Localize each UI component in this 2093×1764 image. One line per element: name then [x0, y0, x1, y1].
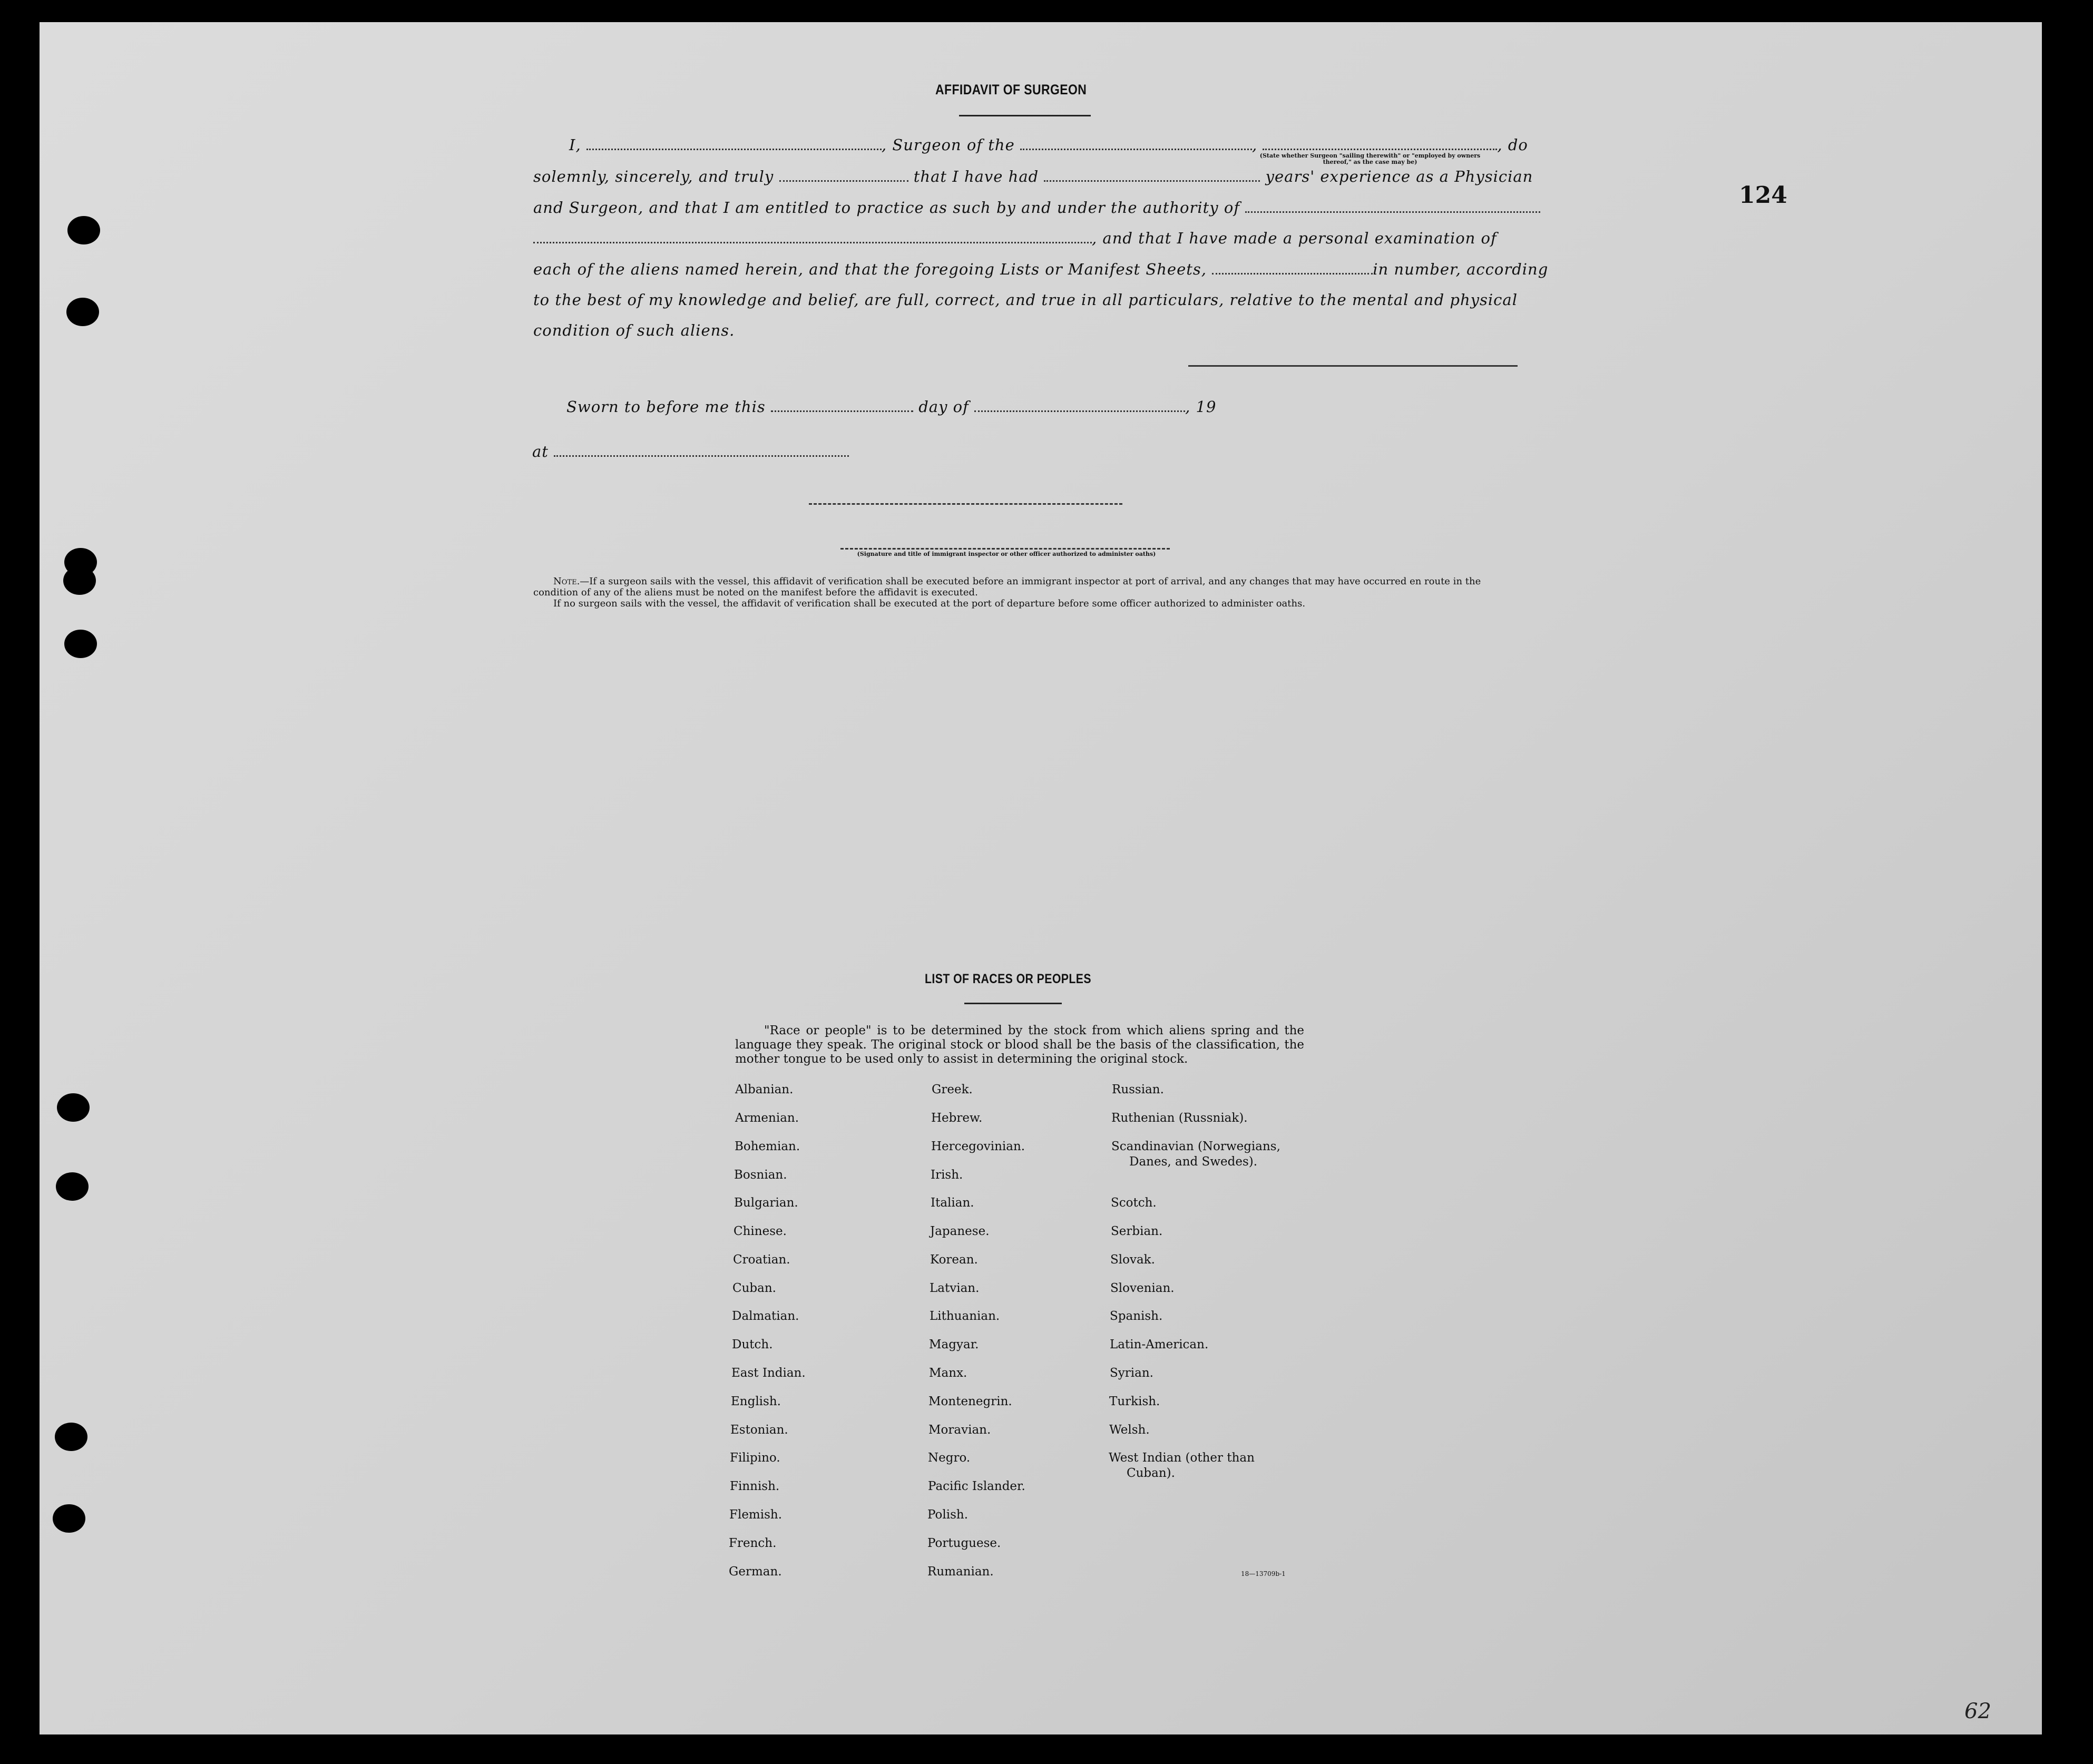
place-signature-line [809, 503, 1122, 505]
race-item: Polish. [927, 1508, 969, 1522]
affidavit-line-1: I, , Surgeon of the , , do [569, 136, 1528, 154]
race-item: Finnish. [730, 1479, 780, 1493]
title-rule [964, 1003, 1062, 1004]
race-item: Bohemian. [735, 1140, 800, 1153]
race-item: Syrian. [1110, 1366, 1153, 1380]
race-item: Moravian. [928, 1423, 991, 1437]
race-item: Bulgarian. [734, 1196, 798, 1210]
surgeon-signature-line [1188, 365, 1518, 367]
race-item: Bosnian. [734, 1168, 787, 1182]
race-item: Italian. [931, 1196, 974, 1210]
race-item: Dutch. [732, 1338, 773, 1351]
punch-hole [67, 216, 100, 244]
race-item: Slovak. [1110, 1253, 1155, 1267]
race-item: Ruthenian (Russniak). [1111, 1111, 1248, 1125]
race-item: Korean. [930, 1253, 978, 1267]
affidavit-line-3: and Surgeon, and that I am entitled to practice as such by and under the authority of [533, 199, 1540, 217]
race-item: Cuban). [1127, 1466, 1175, 1480]
race-item: Albanian. [735, 1083, 794, 1096]
race-item: Russian. [1112, 1083, 1164, 1096]
race-item: Irish. [931, 1168, 963, 1182]
race-item: Turkish. [1109, 1395, 1160, 1408]
race-item: Welsh. [1109, 1423, 1150, 1437]
race-item: Greek. [932, 1083, 973, 1096]
race-item: Serbian. [1111, 1224, 1163, 1238]
race-item: Portuguese. [927, 1536, 1001, 1550]
race-item: Estonian. [730, 1423, 788, 1437]
race-item: Spanish. [1110, 1309, 1163, 1323]
race-item: Chinese. [733, 1224, 787, 1238]
affidavit-title: AFFIDAVIT OF SURGEON [935, 82, 1087, 97]
at-line: at [532, 443, 849, 460]
page-number: 124 [1739, 182, 1787, 209]
document-page [40, 22, 2042, 1734]
race-item: Danes, and Swedes). [1129, 1155, 1258, 1169]
race-item: Flemish. [729, 1508, 783, 1522]
race-item: Cuban. [732, 1281, 776, 1295]
affidavit-note-2: If no surgeon sails with the vessel, the affidavit of verification shall be executed at the port of departure before some officer authorized to administer oaths. [553, 598, 1306, 609]
punch-hole [56, 1172, 89, 1201]
race-item: Pacific Islander. [928, 1479, 1025, 1493]
punch-hole [66, 298, 99, 326]
affidavit-line-4: , and that I have made a personal examination of [533, 229, 1497, 247]
race-item: Lithuanian. [930, 1309, 1000, 1323]
race-item: French. [729, 1536, 777, 1550]
race-item: German. [729, 1565, 782, 1579]
punch-hole [64, 630, 97, 658]
signature-caption: (Signature and title of immigrant inspector or other officer authorized to administer oaths) [857, 551, 1156, 557]
affidavit-line-7: condition of such aliens. [533, 321, 735, 339]
race-item: Magyar. [929, 1338, 979, 1351]
race-item: Armenian. [735, 1111, 799, 1125]
race-item: West Indian (other than [1109, 1451, 1255, 1465]
race-item: Negro. [928, 1451, 971, 1465]
races-intro: "Race or people" is to be determined by the stock from which aliens spring and the language they speak. The original stock or blood shall be the basis of the classification, the mother tongue to be used only to assist in determining the original stock. [735, 1024, 1304, 1066]
race-item: Latvian. [930, 1281, 980, 1295]
race-item: Hercegovinian. [931, 1140, 1025, 1153]
races-title: LIST OF RACES OR PEOPLES [925, 972, 1092, 986]
race-item: Scotch. [1111, 1196, 1157, 1210]
race-item: Manx. [929, 1366, 967, 1380]
punch-hole [63, 566, 96, 595]
punch-hole [57, 1093, 90, 1122]
affidavit-line-6: to the best of my knowledge and belief, are full, correct, and true in all particulars, relative to the mental and physical [533, 291, 1518, 309]
race-item: Filipino. [730, 1451, 780, 1465]
race-item: Montenegrin. [928, 1395, 1012, 1408]
punch-hole [55, 1423, 87, 1451]
race-item: Croatian. [733, 1253, 790, 1267]
form-number: 18—13709b-1 [1241, 1570, 1286, 1577]
affidavit-note: Note.—If a surgeon sails with the vessel, this affidavit of verification shall be executed before an immigrant inspector at port of arrival, and any changes that may have occurred en route in the condition of any of the aliens must be noted on the manifest before the affidavit is executed. [533, 576, 1481, 598]
race-item: Latin-American. [1110, 1338, 1209, 1351]
race-item: Dalmatian. [732, 1309, 799, 1323]
race-item: Scandinavian (Norwegians, [1111, 1140, 1280, 1153]
affidavit-line-2: solemnly, sincerely, and truly that I have had years' experience as a Physician [533, 168, 1533, 185]
corner-mark: 62 [1964, 1699, 1991, 1723]
affidavit-line-5: each of the aliens named herein, and that the foregoing Lists or Manifest Sheets, in number, according [533, 260, 1549, 278]
race-item: Rumanian. [927, 1565, 994, 1579]
race-item: English. [731, 1395, 781, 1408]
sworn-line: Sworn to before me this day of , 19 [566, 398, 1217, 416]
race-item: East Indian. [731, 1366, 806, 1380]
race-item: Hebrew. [931, 1111, 983, 1125]
race-item: Slovenian. [1110, 1281, 1175, 1295]
surgeon-type-note: (State whether Surgeon "sailing therewith" or "employed by owners thereof," as the case may be) [1259, 152, 1481, 165]
title-rule [959, 115, 1091, 116]
race-item: Japanese. [930, 1224, 990, 1238]
punch-hole [53, 1504, 85, 1533]
officer-signature-line [840, 548, 1170, 550]
